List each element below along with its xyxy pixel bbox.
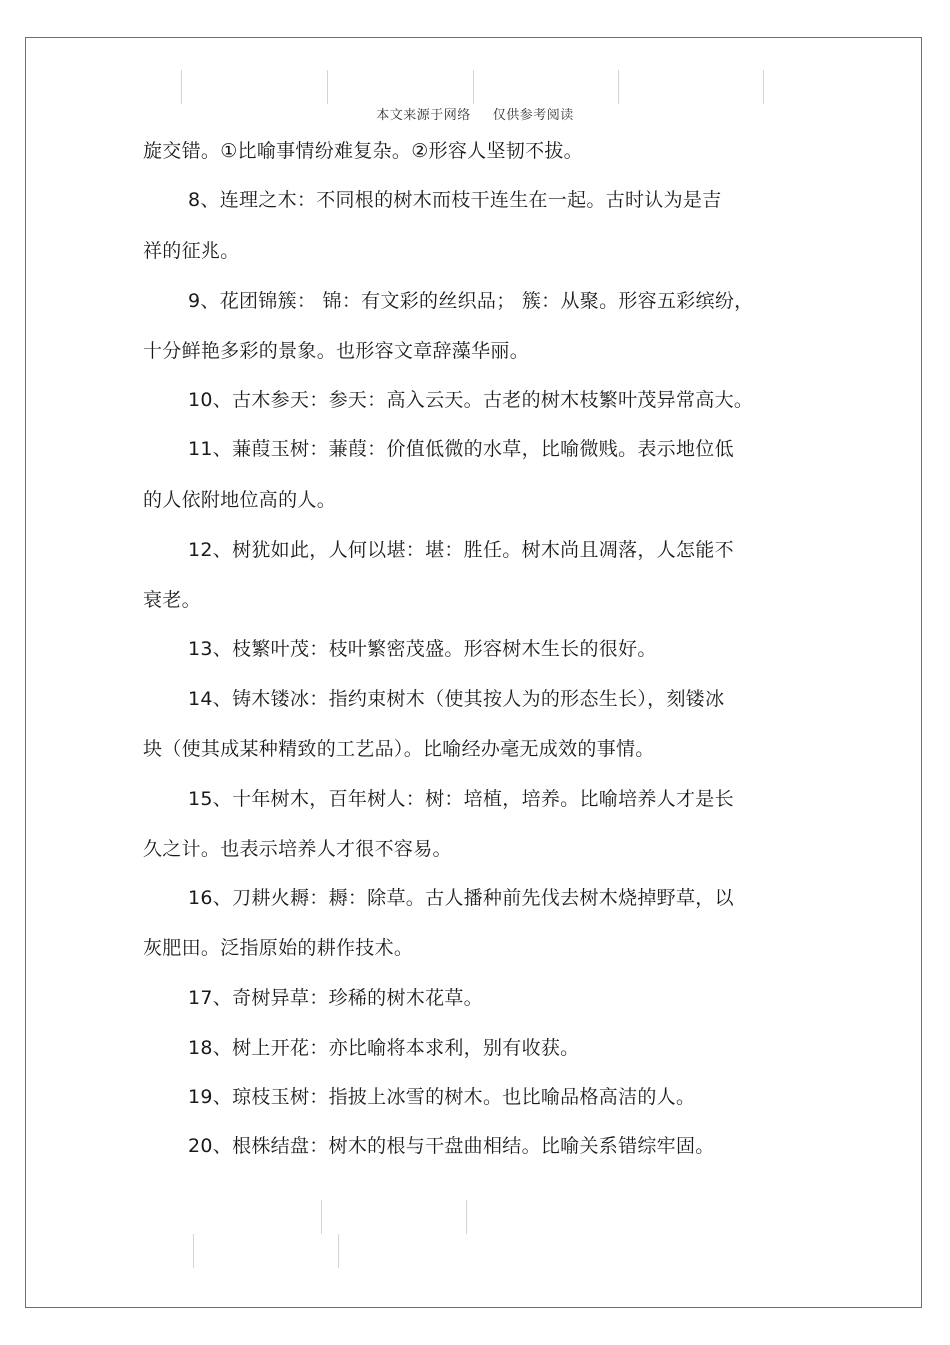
- entry-15-continuation: 久之计。也表示培养人才很不容易。: [143, 838, 452, 860]
- top-separator-line: [763, 70, 764, 104]
- entry-9-continuation: 十分鲜艳多彩的景象。也形容文章辞藻华丽。: [143, 340, 530, 362]
- header-note: [0, 104, 950, 123]
- body-text-line: 旋交错。①比喻事情纷难复杂。②形容人坚韧不拔。: [143, 140, 583, 162]
- page-frame: [25, 37, 922, 1308]
- top-separator-line: [327, 70, 328, 104]
- bottom-separator-line: [321, 1200, 322, 1234]
- entry-15-line: 15、十年树木，百年树人：树：培植，培养。比喻培养人才是长: [188, 788, 734, 810]
- entry-11-continuation: 的人依附地位高的人。: [143, 489, 337, 511]
- top-separator-line: [618, 70, 619, 104]
- reference-note: 仅供参考阅读: [492, 108, 574, 123]
- entry-16-continuation: 灰肥田。泛指原始的耕作技术。: [143, 937, 414, 959]
- bottom-separator-line: [193, 1234, 194, 1268]
- top-separator-line: [473, 70, 474, 104]
- top-separator-line: [181, 70, 182, 104]
- entry-14-continuation: 块（使其成某种精致的工艺品）。比喻经办毫无成效的事情。: [143, 738, 655, 760]
- entry-17-line: 17、奇树异草：珍稀的树木花草。: [188, 987, 483, 1009]
- source-note: 本文来源于网络: [376, 108, 471, 123]
- entry-9-line: 9、花团锦簇： 锦：有文彩的丝织品； 簇：从聚。形容五彩缤纷，: [188, 290, 754, 312]
- entry-10-line: 10、古木参天：参天：高入云天。古老的树木枝繁叶茂异常高大。: [188, 389, 754, 411]
- entry-19-line: 19、琼枝玉树：指披上冰雪的树木。也比喻品格高洁的人。: [188, 1086, 696, 1108]
- entry-12-line: 12、树犹如此，人何以堪：堪：胜任。树木尚且凋落，人怎能不: [188, 539, 734, 561]
- entry-18-line: 18、树上开花：亦比喻将本求利，别有收获。: [188, 1037, 580, 1059]
- entry-20-line: 20、根株结盘：树木的根与干盘曲相结。比喻关系错综牢固。: [188, 1135, 715, 1157]
- entry-11-line: 11、蒹葭玉树：蒹葭：价值低微的水草，比喻微贱。表示地位低: [188, 438, 734, 460]
- entry-13-line: 13、枝繁叶茂：枝叶繁密茂盛。形容树木生长的很好。: [188, 638, 657, 660]
- entry-14-line: 14、铸木镂冰：指约束树木（使其按人为的形态生长），刻镂冰: [188, 688, 725, 710]
- bottom-separator-line: [338, 1234, 339, 1268]
- bottom-separator-line: [466, 1200, 467, 1234]
- entry-12-continuation: 衰老。: [143, 589, 201, 611]
- entry-8-line: 8、连理之木：不同根的树木而枝干连生在一起。古时认为是吉: [188, 189, 722, 211]
- entry-8-continuation: 祥的征兆。: [143, 240, 240, 262]
- entry-16-line: 16、刀耕火耨：耨：除草。古人播种前先伐去树木烧掉野草，以: [188, 887, 734, 909]
